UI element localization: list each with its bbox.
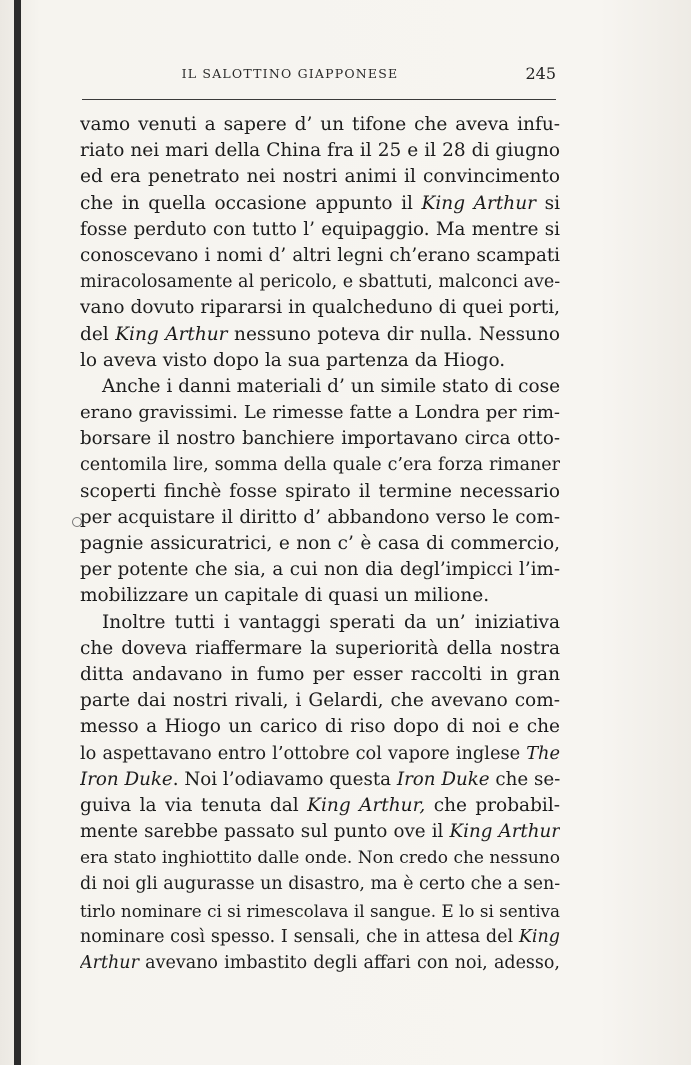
body-text <box>80 112 560 976</box>
text-line: mente sarebbe passato sul punto ove il King Arthur <box>80 821 560 843</box>
text-line: guiva la via tenuta dal King Arthur, che probabil- <box>80 794 560 816</box>
text-line: centomila lire, somma della quale c’era forza rimaner <box>80 455 560 476</box>
text-line: per potente che sia, a cui non dia degl’impicci l’im- <box>80 559 560 581</box>
text-line: messo a Hiogo un carico di riso dopo di noi e che <box>80 716 560 738</box>
text-line: pagnie assicuratrici, e non c’ è casa di commercio, <box>80 533 560 554</box>
text-line: del King Arthur nessuno poteva dir nulla. Nessuno <box>80 323 560 345</box>
running-title: IL SALOTTINO GIAPPONESE <box>181 66 399 81</box>
text-line: che doveva riaffermare la superiorità della nostra <box>80 637 560 659</box>
text-line: vano dovuto ripararsi in qualcheduno di quei porti, <box>80 297 560 319</box>
text-line: conoscevano i nomi d’ altri legni ch’erano scampati <box>80 244 560 266</box>
text-line: miracolosamente al pericolo, e sbattuti, malconci ave- <box>80 272 560 293</box>
binding-edge <box>14 0 21 1065</box>
text-line: di noi gli augurasse un disastro, ma è certo che a sen- <box>80 874 560 895</box>
text-line: riato nei mari della China fra il 25 e il 28 di giugno <box>80 140 560 162</box>
text-line: parte dai nostri rivali, i Gelardi, che avevano com- <box>80 690 560 712</box>
text-line: fosse perduto con tutto l’ equipaggio. Ma mentre si <box>80 218 560 240</box>
text-line: nominare così spesso. I sensali, che in attesa del King <box>80 926 560 947</box>
running-head <box>80 64 556 84</box>
header-rule <box>82 99 556 100</box>
page-number: 245 <box>525 64 556 83</box>
text-line: che in quella occasione appunto il King Arthur si <box>80 192 560 214</box>
text-line: Arthur avevano imbastito degli affari con noi, adesso, <box>80 953 560 973</box>
text-line: vamo venuti a sapere d’ un tifone che aveva infu- <box>80 114 560 135</box>
text-line: scoperti finchè fosse spirato il termine necessario <box>80 480 560 502</box>
text-line: borsare il nostro banchiere importavano circa otto- <box>80 428 560 450</box>
text-line: ed era penetrato nei nostri animi il convincimento <box>80 166 560 188</box>
text-line: erano gravissimi. Le rimesse fatte a Londra per rim- <box>80 402 560 424</box>
text-line: ditta andavano in fumo per esser raccolti in gran <box>80 663 560 685</box>
text-line: Iron Duke. Noi l’odiavamo questa Iron Duke che se- <box>80 768 560 790</box>
text-line: era stato inghiottito dalle onde. Non credo che nessuno <box>80 848 560 869</box>
text-line: Anche i danni materiali d’ un simile stato di cose <box>102 375 560 397</box>
text-line: per acquistare il diritto d’ abbandono verso le com- <box>80 506 560 528</box>
text-line: lo aveva visto dopo la sua partenza da Hiogo. <box>80 349 506 371</box>
text-line: mobilizzare un capitale di quasi un milione. <box>80 585 490 607</box>
text-line: lo aspettavano entro l’ottobre col vapore inglese The <box>80 743 560 764</box>
text-line: tirlo nominare ci si rimescolava il sangue. E lo si sentiva <box>80 900 560 921</box>
text-line: Inoltre tutti i vantaggi sperati da un’ iniziativa <box>102 611 560 633</box>
